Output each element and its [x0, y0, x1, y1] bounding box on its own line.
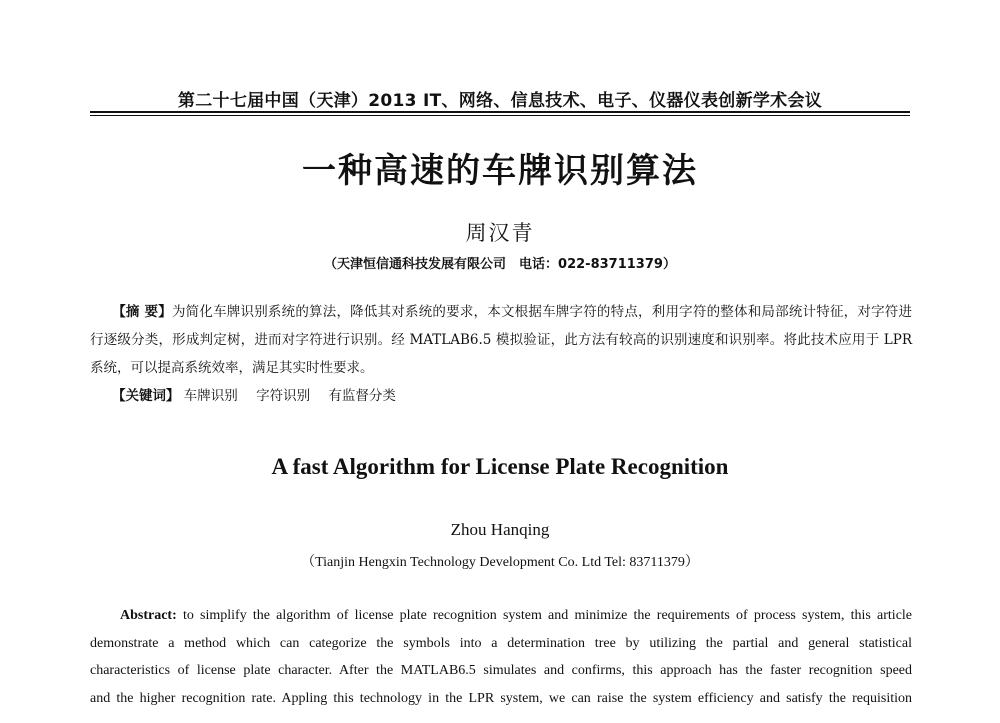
chinese-affiliation: （天津恒信通科技发展有限公司 电话：022-83711379）	[324, 257, 676, 272]
chinese-author: 周汉青	[465, 221, 535, 245]
header-rule-thick	[90, 111, 910, 113]
conference-header: 第二十七届中国（天津）2013 IT、网络、信息技术、电子、仪器仪表创新学术会议	[177, 91, 823, 111]
english-affiliation: （Tianjin Hengxin Technology Development Co. Ltd Tel: 83711379）	[301, 555, 699, 570]
english-abstract-line: demonstrate a method which can categorize the symbols into a determination tree by utilizing the partial and general statistical	[90, 635, 912, 651]
english-author: Zhou Hanqing	[450, 520, 550, 539]
chinese-abstract	[90, 298, 912, 382]
chinese-title: 一种高速的车牌识别算法	[302, 151, 698, 191]
chinese-abstract-label: 【摘 要】	[112, 304, 172, 320]
chinese-keywords	[112, 384, 410, 404]
english-title: A fast Algorithm for License Plate Recognition	[271, 454, 729, 479]
chinese-abstract-text: 为简化车牌识别系统的算法，降低其对系统的要求，本文根据车牌字符的特点，利用字符的整体和局部统计特征，对字符进行逐级分类，形成判定树，进而对字符进行识别。经 MATLAB6.5 模拟验证，此方法有较高的识别速度和识别率。将此技术应用于 LPR 系统，可以提高系统效率，满足其实时性要求。	[90, 304, 912, 376]
chinese-keywords-label: 【关键词】	[112, 388, 180, 404]
english-abstract	[90, 602, 912, 712]
keyword: 有监督分类	[328, 388, 396, 404]
keyword: 字符识别	[256, 388, 311, 404]
header-rule-thin	[90, 115, 910, 116]
english-abstract-line: characteristics of license plate character. After the MATLAB6.5 simulates and confirms, this approach has the faster recognition speed	[90, 663, 912, 678]
english-abstract-line	[90, 602, 912, 630]
keyword: 车牌识别	[183, 388, 238, 404]
english-abstract-label: Abstract:	[120, 608, 177, 623]
english-abstract-text: to simplify the algorithm of license plate recognition system and minimize the requirements of process system, this article	[182, 608, 913, 623]
english-abstract-line: and the higher recognition rate. Appling this technology in the LPR system, we can raise the system efficiency and satisfy the requisition	[90, 690, 912, 706]
